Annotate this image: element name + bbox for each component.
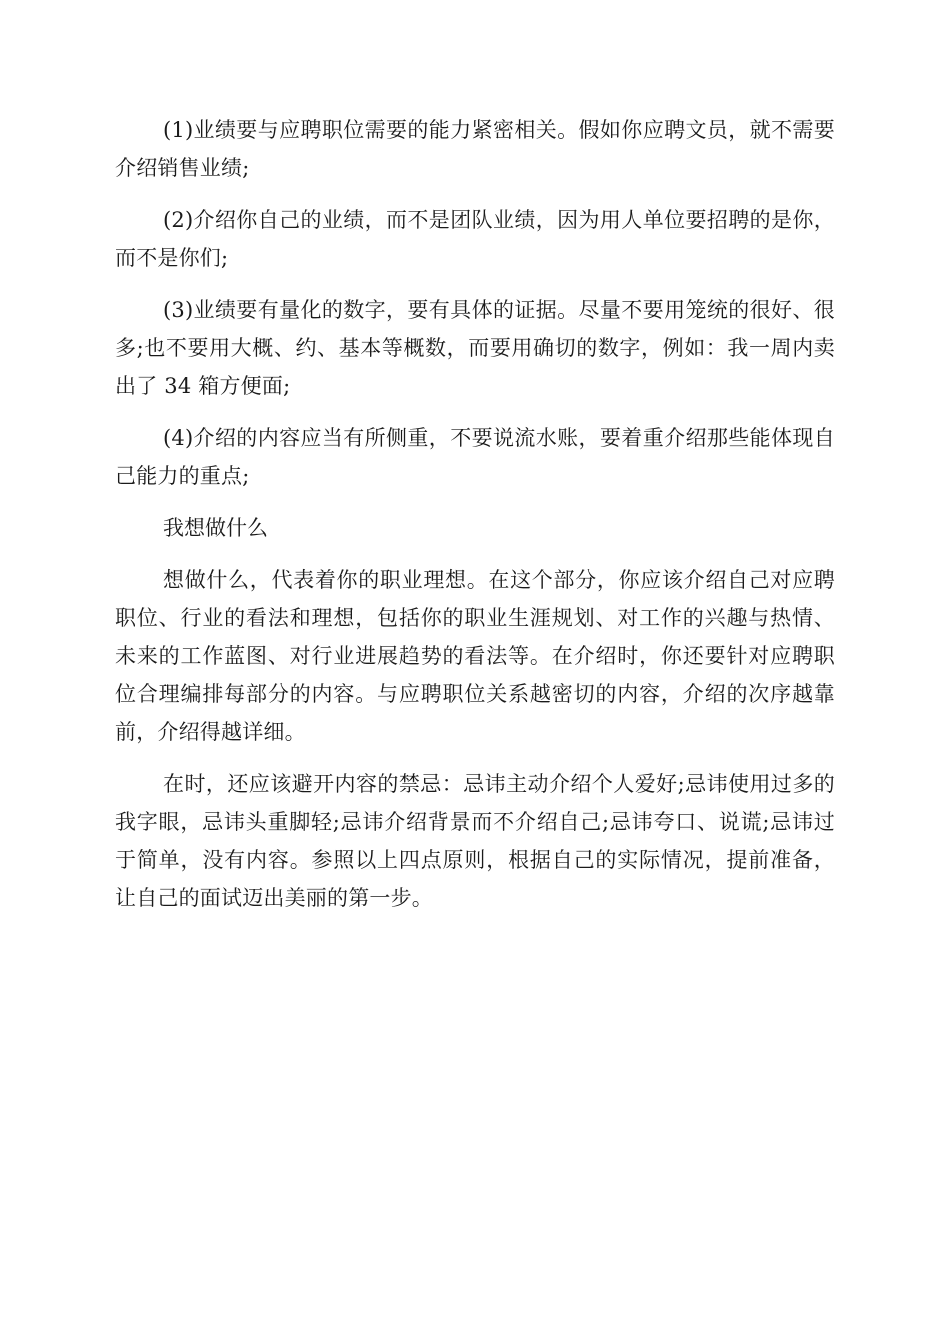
paragraph-point-1: (1)业绩要与应聘职位需要的能力紧密相关。假如你应聘文员，就不需要介绍销售业绩;: [115, 118, 835, 180]
paragraph-career-goals: 想做什么，代表着你的职业理想。在这个部分，你应该介绍自己对应聘职位、行业的看法和理想，包括你的职业生涯规划、对工作的兴趣与热情、未来的工作蓝图、对行业进展趋势的看法等。在介绍时，你还要针对应聘职位合理编排每部分的内容。与应聘职位关系越密切的内容，介绍的次序越靠前，介绍得越详细。: [115, 568, 835, 744]
paragraph-point-3: (3)业绩要有量化的数字，要有具体的证据。尽量不要用笼统的很好、很多;也不要用大概、约、基本等概数，而要用确切的数字，例如：我一周内卖出了 34 箱方便面;: [115, 298, 835, 398]
paragraph-point-4: (4)介绍的内容应当有所侧重，不要说流水账，要着重介绍那些能体现自己能力的重点;: [115, 426, 835, 488]
paragraph-taboos: 在时，还应该避开内容的禁忌：忌讳主动介绍个人爱好;忌讳使用过多的我字眼，忌讳头重脚轻;忌讳介绍背景而不介绍自己;忌讳夸口、说谎;忌讳过于简单，没有内容。参照以上四点原则，根据自己的实际情况，提前准备，让自己的面试迈出美丽的第一步。: [115, 772, 835, 910]
paragraph-point-2: (2)介绍你自己的业绩，而不是团队业绩，因为用人单位要招聘的是你，而不是你们;: [115, 208, 835, 270]
section-heading: 我想做什么: [163, 516, 268, 540]
document-body: [115, 111, 835, 931]
